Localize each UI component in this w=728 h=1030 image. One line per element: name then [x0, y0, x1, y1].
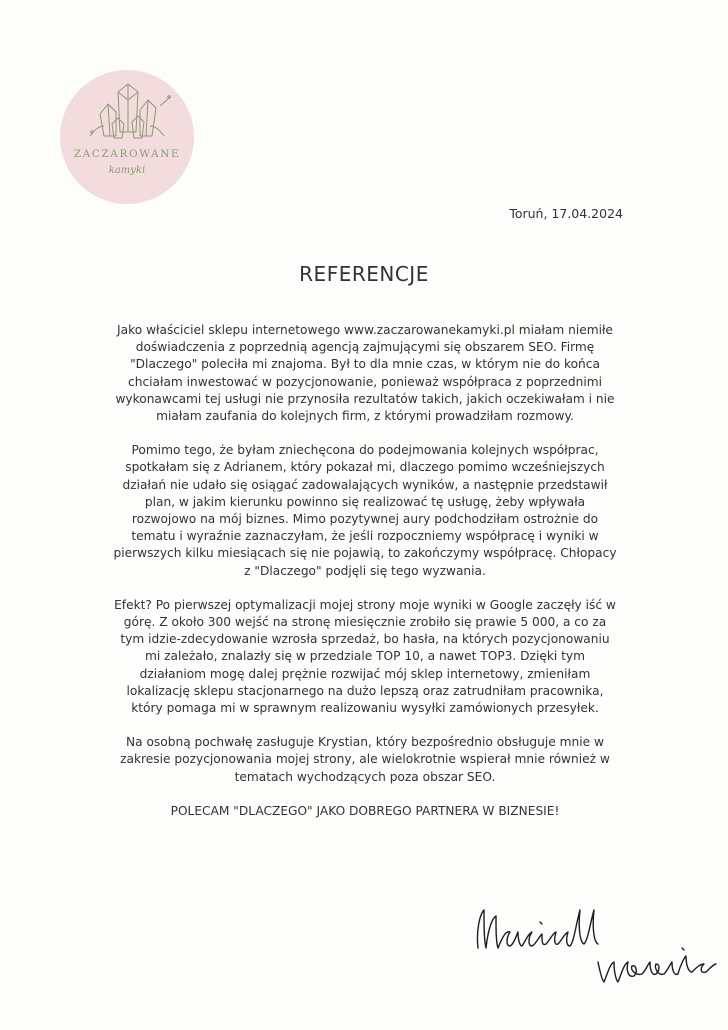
- handwritten-signature: [470, 900, 720, 994]
- paragraph-recommendation: POLECAM "DLACZEGO" JAKO DOBREGO PARTNERA W BIZNESIE!: [170, 803, 560, 818]
- paragraph-praise: Na osobną pochwałę zasługuje Krystian, który bezpośrednio obsługuje mnie w zakresie pozycjonowania mojej strony, ale wielokrotnie wspierał mnie również w tematach wychodzących poza obszar SEO.: [120, 735, 610, 784]
- paragraph-results: Efekt? Po pierwszej optymalizacji mojej strony moje wyniki w Google zaczęły iść w górę. Z około 300 wejść na stronę miesięcznie zrobiło się prawie 5 000, a co za tym idzie-zdecydowanie wzrosła sprzedaż, bo hasła, na których pozycjonowaniu mi zależało, znalazły się w przedziale TOP 10, a nawet TOP3. Dzięki tym działaniom mogę dalej prężnie rozwijać mój sklep internetowy, zmieniłam lokalizację sklepu stacjonarnego na dużo lepszą oraz zatrudniłam pracownika, który pomaga mi w sprawnym realizowaniu wysyłki zamówionych przesyłek.: [114, 597, 616, 716]
- paragraph-cooperation: Pomimo tego, że byłam zniechęcona do podejmowania kolejnych współprac, spotkałam się z Adrianem, który pokazał mi, dlaczego pomimo wcześniejszych działań nie udało się osiągać zadowalających wyników, a następnie przedstawił plan, w jakim kierunku powinno się realizować tę usługę, żeby wpływała rozwojowo na mój biznes. Mimo pozytywnej aury podchodziłam ostrożnie do tematu i wyraźnie zaznaczyłam, że jeśli rozpoczniemy współpracę i wyniki w pierwszych kilku miesiącach się nie pojawią, to zakończymy współpracę. Chłopacy z "Dlaczego" podjęli się tego wyzwania.: [113, 443, 617, 578]
- logo-subtitle: kamyki: [108, 165, 146, 176]
- crystals-logo-icon: [60, 70, 194, 204]
- reference-body: [112, 322, 618, 837]
- paragraph-intro: Jako właściciel sklepu internetowego www.zaczarowanekamyki.pl miałam niemiłe doświadczenia z poprzednią agencją zajmującymi się obszarem SEO. Firmę "Dlaczego" poleciła mi znajoma. Był to dla mnie czas, w którym nie do końca chciałam inwestować w pozycjonowanie, ponieważ współpraca z poprzednimi wykonawcami tej usługi nie przynosiła rezultatów takich, jakich oczekiwałam i nie miałam zaufania do kolejnych firm, z którymi prowadziłam rozmowy.: [115, 323, 615, 424]
- place-date: Toruń, 17.04.2024: [509, 206, 623, 221]
- company-logo: [60, 70, 194, 204]
- page-title: REFERENCJE: [299, 262, 429, 286]
- logo-name: ZACZAROWANE: [73, 148, 181, 160]
